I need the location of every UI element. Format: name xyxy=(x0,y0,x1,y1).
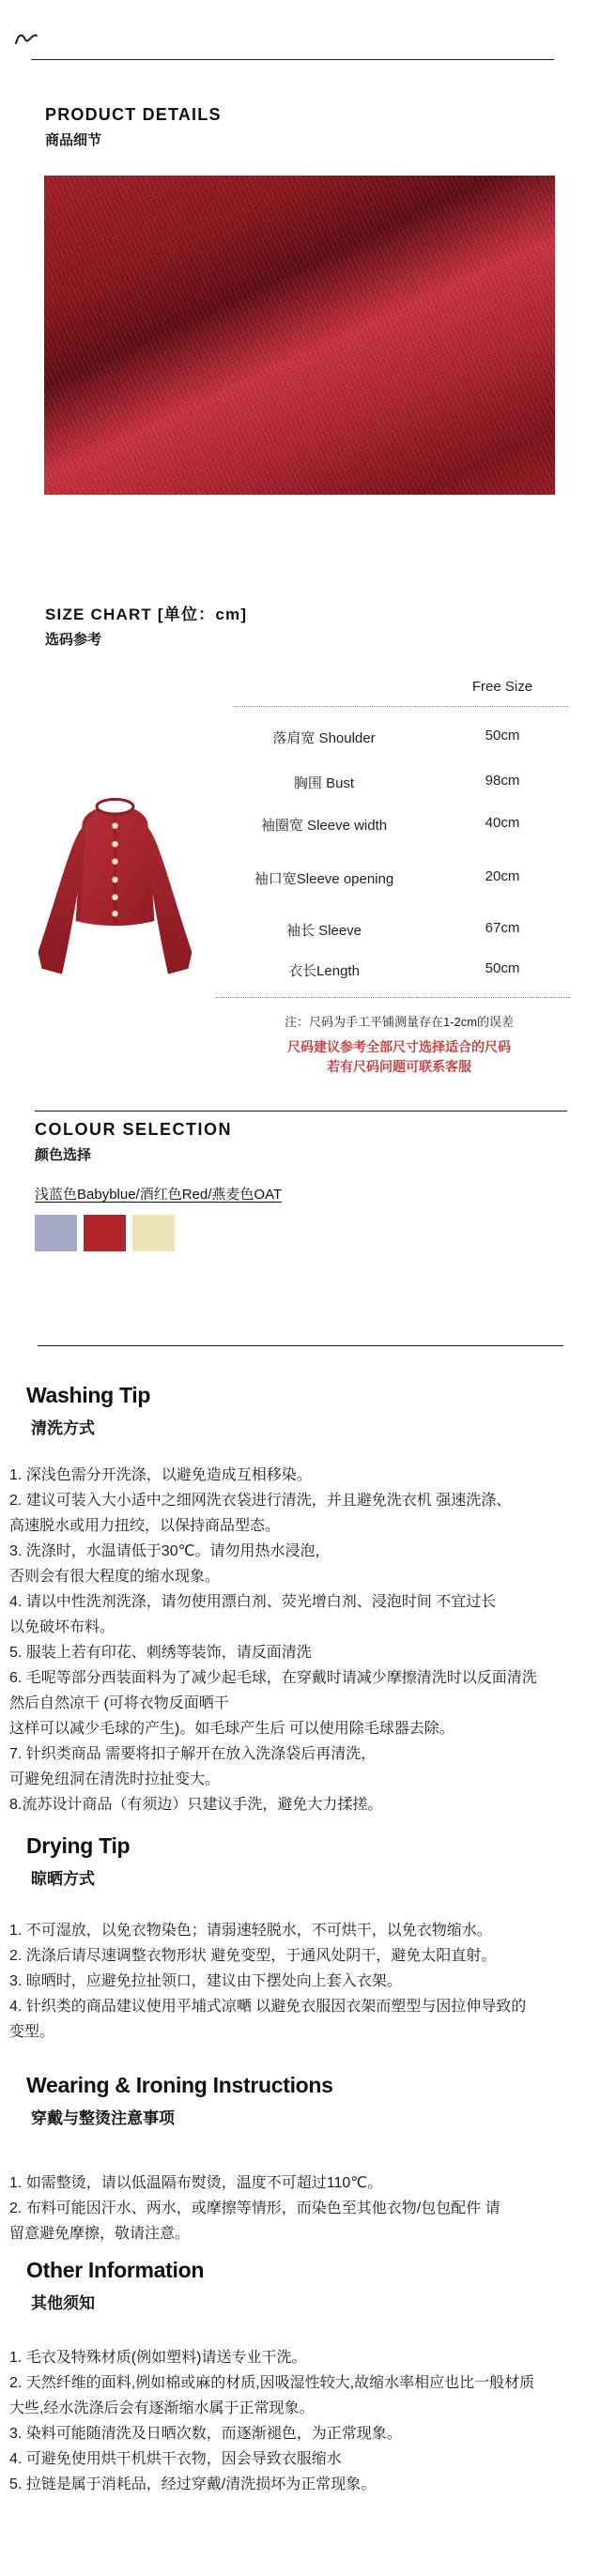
size-row-value: 67cm xyxy=(485,920,520,936)
wearing-ironing-line: 留意避免摩擦，敬请注意。 xyxy=(9,2226,191,2242)
size-row-label: 胸围 Bust xyxy=(293,775,355,791)
colour-swatches xyxy=(35,1215,282,1251)
washing-tip-line: 3. 洗涤时，水温请低于30℃。请勿用热水浸泡， xyxy=(9,1543,331,1559)
washing-tip-header xyxy=(26,1383,150,1438)
washing-tip-line: 7. 针织类商品 需要将扣子解开在放入洗涤袋后再清洗， xyxy=(9,1746,377,1762)
washing-tip-line: 6. 毛呢等部分西装面料为了减少起毛球，在穿戴时请减少摩擦清洗时以反面清洗 xyxy=(9,1670,537,1686)
product-details-section xyxy=(45,105,222,149)
other-information-line: 大些,经水洗涤后会有逐渐缩水属于正常现象。 xyxy=(9,2400,315,2416)
drying-tip-line: 4. 针织类的商品建议使用平埔式凉嗮 以避免衣服因衣架而塑型与因拉伸导致的 xyxy=(9,1999,527,2015)
other-information-line: 4. 可避免使用烘干机烘干衣物，因会导致衣服缩水 xyxy=(9,2451,342,2467)
wearing-ironing-title: Wearing & Ironing Instructions xyxy=(26,2073,333,2097)
size-row-label: 衣长Length xyxy=(288,963,360,979)
size-chart-section-header xyxy=(45,601,247,649)
size-column-header: Free Size xyxy=(471,679,533,695)
wearing-ironing-line: 2. 布料可能因汗水、两水，或摩擦等情形，而染色至其他衣物/包包配件 请 xyxy=(9,2200,501,2216)
decorative-squiggle-icon xyxy=(13,28,39,49)
colour-section-divider xyxy=(35,1111,567,1112)
drying-tip-line: 2. 洗涤后请尽速调整衣物形状 避免变型，于通风处阴干，避免太阳直射。 xyxy=(9,1948,497,1964)
colour-selection-title: COLOUR SELECTION xyxy=(35,1120,233,1139)
swatch-red xyxy=(84,1215,126,1251)
size-row-label: 袖口宽Sleeve opening xyxy=(254,871,394,887)
drying-tip-line: 3. 晾晒时，应避免拉扯领口，建议由下摆处向上套入衣架。 xyxy=(9,1973,402,1989)
washing-tip-list xyxy=(9,1463,595,1817)
swatch-babyblue xyxy=(35,1215,77,1251)
other-information-line: 5. 拉链是属于消耗品，经过穿戴/清洗损坏为正常现象。 xyxy=(9,2476,377,2492)
size-row-label: 袖长 Sleeve xyxy=(285,923,362,939)
colour-selection-section xyxy=(35,1120,282,1251)
drying-tip-subtitle: 晾晒方式 xyxy=(31,1870,95,1888)
top-divider xyxy=(31,59,554,60)
washing-tip-line: 8.流苏设计商品（有须边）只建议手洗，避免大力揉搓。 xyxy=(9,1797,383,1813)
button-placket xyxy=(114,815,116,923)
colour-selection-subtitle: 颜色选择 xyxy=(35,1147,92,1163)
other-information-title: Other Information xyxy=(26,2258,205,2282)
size-row-value: 40cm xyxy=(485,815,520,831)
colour-options-text: 浅蓝色Babyblue/酒红色Red/燕麦色OAT xyxy=(35,1187,283,1203)
washing-tip-line: 2. 建议可装入大小适中之细网洗衣袋进行清洗，并且避免洗衣机 强速洗涤、 xyxy=(9,1493,512,1509)
size-row-value: 20cm xyxy=(485,868,520,884)
table-divider-top xyxy=(233,706,568,707)
wearing-ironing-subtitle: 穿戴与整烫注意事项 xyxy=(31,2109,175,2127)
size-row-value: 98cm xyxy=(485,773,520,789)
wearing-ironing-line: 1. 如需整烫，请以低温隔布熨烫，温度不可超过110℃。 xyxy=(9,2175,383,2191)
size-row-label: 落肩宽 Shoulder xyxy=(272,730,376,746)
washing-tip-line: 5. 服装上若有印花、刺绣等装饰，请反面清洗 xyxy=(9,1645,312,1661)
washing-tip-line: 可避免纽洞在清洗时拉扯变大。 xyxy=(9,1771,221,1787)
other-information-line: 3. 染料可能随清洗及日晒次数，而逐渐褪色，为正常现象。 xyxy=(9,2426,402,2442)
drying-tip-title: Drying Tip xyxy=(26,1833,131,1858)
size-chart-subtitle: 选码参考 xyxy=(45,632,102,648)
drying-tip-line: 1. 不可湿放，以免衣物染色；请弱速轻脱水，不可烘干，以免衣物缩水。 xyxy=(9,1923,492,1939)
size-chart-title: SIZE CHART [单位：cm] xyxy=(45,606,248,623)
table-divider-bottom xyxy=(216,997,571,998)
neckline xyxy=(97,799,133,814)
product-details-subtitle: 商品细节 xyxy=(45,132,102,148)
washing-tip-line: 1. 深浅色需分开洗涤，以避免造成互相移染。 xyxy=(9,1467,312,1483)
drying-tip-list xyxy=(9,1918,595,2045)
other-information-header xyxy=(26,2258,204,2313)
wearing-ironing-header xyxy=(26,2073,333,2128)
size-row-value: 50cm xyxy=(485,728,520,744)
fabric-closeup-image xyxy=(44,176,555,495)
size-note: 注：尺码为手工平铺测量存在1-2cm的误差 xyxy=(284,1015,515,1029)
drying-tip-header xyxy=(26,1833,130,1889)
washing-tip-line: 高速脱水或用力扭绞，以保持商品型态。 xyxy=(9,1518,281,1534)
other-information-subtitle: 其他须知 xyxy=(31,2294,95,2312)
other-information-line: 1. 毛衣及特殊材质(例如塑料)请送专业干洗。 xyxy=(9,2350,307,2366)
washing-tip-line: 这样可以减少毛球的产生)。如毛球产生后 可以使用除毛球器去除。 xyxy=(9,1721,455,1737)
garment-product-image xyxy=(23,777,207,995)
washing-tip-title: Washing Tip xyxy=(26,1383,151,1407)
washing-section-divider xyxy=(38,1345,563,1346)
wearing-ironing-list xyxy=(9,2170,595,2246)
size-warning-line2: 若有尺码问题可联系客服 xyxy=(327,1059,471,1074)
size-row-value: 50cm xyxy=(485,960,520,976)
washing-tip-subtitle: 清洗方式 xyxy=(31,1419,95,1437)
washing-tip-line: 否则会有很大程度的缩水现象。 xyxy=(9,1569,221,1585)
washing-tip-line: 4. 请以中性洗剂洗涤，请勿使用漂白剂、荧光增白剂、浸泡时间 不宜过长 xyxy=(9,1594,497,1610)
swatch-oat xyxy=(132,1215,175,1251)
washing-tip-line: 然后自然凉干 (可将衣物反面晒干 xyxy=(9,1695,229,1711)
other-information-list xyxy=(9,2345,595,2497)
other-information-line: 2. 天然纤维的面料,例如棉或麻的材质,因吸湿性较大,故缩水率相应也比一般材质 xyxy=(9,2375,535,2391)
product-details-title: PRODUCT DETAILS xyxy=(45,105,222,124)
drying-tip-line: 变型。 xyxy=(9,2024,55,2040)
washing-tip-line: 以免破坏布料。 xyxy=(9,1619,116,1635)
size-warning-line1: 尺码建议参考全部尺寸选择适合的尺码 xyxy=(287,1039,511,1054)
size-row-label: 袖圈宽 Sleeve width xyxy=(260,818,388,834)
